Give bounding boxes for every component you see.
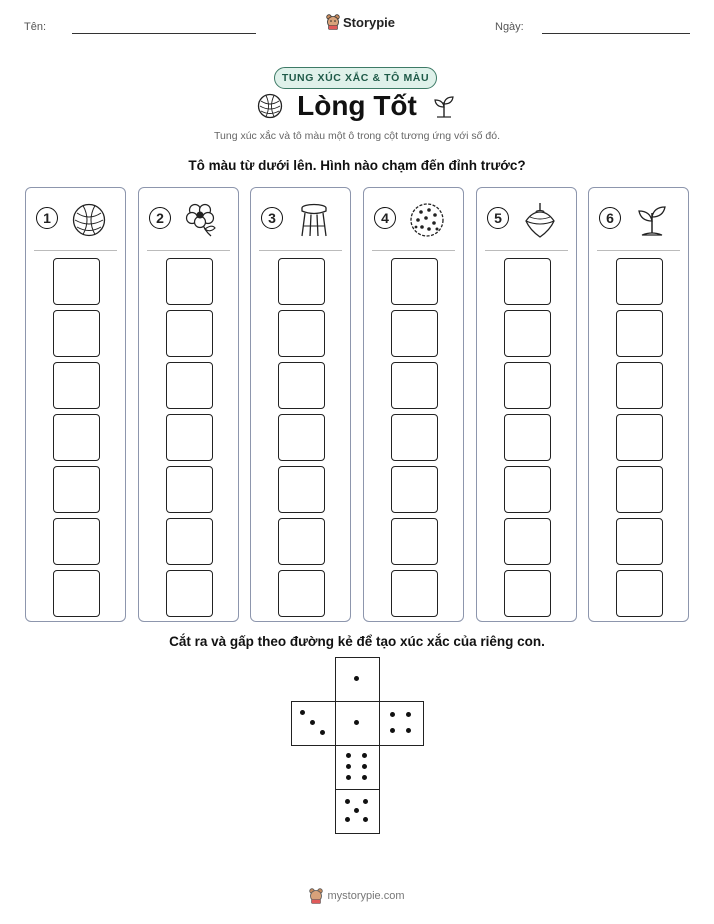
cookie-icon bbox=[409, 202, 445, 238]
sprout-icon bbox=[431, 93, 457, 119]
dice-face-1-center bbox=[335, 701, 380, 746]
color-box[interactable] bbox=[278, 258, 325, 305]
date-label: Ngày: bbox=[495, 21, 524, 33]
color-box[interactable] bbox=[391, 570, 438, 617]
color-box[interactable] bbox=[166, 466, 213, 513]
stool-icon bbox=[296, 202, 332, 238]
dice-pip bbox=[362, 775, 367, 780]
column-divider bbox=[34, 250, 117, 251]
dice-pip bbox=[354, 720, 359, 725]
dice-pip bbox=[363, 817, 368, 822]
column-number: 6 bbox=[599, 207, 621, 229]
dice-pip bbox=[354, 676, 359, 681]
dice-pip bbox=[320, 730, 325, 735]
color-box[interactable] bbox=[166, 570, 213, 617]
dice-face-3 bbox=[291, 701, 336, 746]
column-number: 4 bbox=[374, 207, 396, 229]
column-number: 5 bbox=[487, 207, 509, 229]
column-6 bbox=[588, 187, 689, 622]
column-1 bbox=[25, 187, 126, 622]
color-box[interactable] bbox=[166, 362, 213, 409]
activity-badge: TUNG XÚC XẮC & TÔ MÀU bbox=[274, 67, 437, 89]
column-number: 3 bbox=[261, 207, 283, 229]
color-box[interactable] bbox=[616, 570, 663, 617]
column-5 bbox=[476, 187, 577, 622]
dice-face-5 bbox=[335, 789, 380, 834]
flower-icon bbox=[184, 202, 220, 238]
color-box[interactable] bbox=[166, 414, 213, 461]
dice-face-6 bbox=[335, 745, 380, 790]
column-number: 1 bbox=[36, 207, 58, 229]
color-box[interactable] bbox=[616, 310, 663, 357]
column-divider bbox=[485, 250, 568, 251]
sprout-icon bbox=[634, 202, 670, 238]
color-box[interactable] bbox=[166, 258, 213, 305]
color-box[interactable] bbox=[278, 310, 325, 357]
title-text: Lòng Tốt bbox=[297, 90, 417, 121]
dice-pip bbox=[406, 728, 411, 733]
dice-pip bbox=[300, 710, 305, 715]
column-number: 2 bbox=[149, 207, 171, 229]
column-4 bbox=[363, 187, 464, 622]
color-box[interactable] bbox=[278, 570, 325, 617]
color-box[interactable] bbox=[504, 414, 551, 461]
color-box[interactable] bbox=[166, 310, 213, 357]
color-box[interactable] bbox=[504, 518, 551, 565]
color-box[interactable] bbox=[53, 466, 100, 513]
column-3 bbox=[250, 187, 351, 622]
color-box[interactable] bbox=[616, 518, 663, 565]
color-box[interactable] bbox=[616, 258, 663, 305]
dice-pip bbox=[390, 728, 395, 733]
color-box[interactable] bbox=[278, 414, 325, 461]
brand-logo bbox=[326, 14, 395, 30]
date-line bbox=[542, 33, 690, 34]
dice-pip bbox=[406, 712, 411, 717]
color-box[interactable] bbox=[53, 570, 100, 617]
color-box[interactable] bbox=[504, 258, 551, 305]
color-box[interactable] bbox=[53, 414, 100, 461]
color-box[interactable] bbox=[504, 466, 551, 513]
footer bbox=[0, 888, 714, 904]
name-label: Tên: bbox=[24, 21, 47, 33]
color-box[interactable] bbox=[278, 362, 325, 409]
column-divider bbox=[372, 250, 455, 251]
color-box[interactable] bbox=[616, 362, 663, 409]
dice-pip bbox=[346, 753, 351, 758]
dice-pip bbox=[346, 775, 351, 780]
dice-face-1 bbox=[335, 657, 380, 702]
color-box[interactable] bbox=[53, 258, 100, 305]
color-box[interactable] bbox=[278, 518, 325, 565]
race-instruction: Tô màu từ dưới lên. Hình nào chạm đến đỉnh trước? bbox=[188, 158, 526, 173]
dice-face-4 bbox=[379, 701, 424, 746]
page-title bbox=[0, 90, 714, 126]
dice-pip bbox=[345, 799, 350, 804]
color-box[interactable] bbox=[391, 414, 438, 461]
color-box[interactable] bbox=[616, 466, 663, 513]
color-box[interactable] bbox=[166, 518, 213, 565]
column-divider bbox=[597, 250, 680, 251]
column-2 bbox=[138, 187, 239, 622]
dice-pip bbox=[354, 808, 359, 813]
column-divider bbox=[147, 250, 230, 251]
color-box[interactable] bbox=[53, 518, 100, 565]
dice-pip bbox=[362, 764, 367, 769]
dice-pip bbox=[362, 753, 367, 758]
color-box[interactable] bbox=[278, 466, 325, 513]
column-divider bbox=[259, 250, 342, 251]
color-box[interactable] bbox=[53, 310, 100, 357]
color-box[interactable] bbox=[391, 258, 438, 305]
bear-icon bbox=[326, 14, 340, 30]
color-box[interactable] bbox=[504, 362, 551, 409]
page-subtitle: Tung xúc xắc và tô màu một ô trong cột tương ứng với số đó. bbox=[214, 130, 500, 142]
color-box[interactable] bbox=[391, 362, 438, 409]
dice-pip bbox=[310, 720, 315, 725]
color-box[interactable] bbox=[391, 466, 438, 513]
color-box[interactable] bbox=[616, 414, 663, 461]
dice-pip bbox=[390, 712, 395, 717]
dice-pip bbox=[346, 764, 351, 769]
yarn-ball-icon bbox=[257, 93, 283, 119]
footer-url: mystorypie.com bbox=[327, 890, 405, 902]
color-box[interactable] bbox=[53, 362, 100, 409]
color-box[interactable] bbox=[504, 310, 551, 357]
name-line bbox=[72, 33, 256, 34]
color-box[interactable] bbox=[391, 518, 438, 565]
dice-pip bbox=[345, 817, 350, 822]
cut-instruction: Cắt ra và gấp theo đường kẻ để tạo xúc xắc của riêng con. bbox=[169, 634, 545, 649]
yarn-ball-icon bbox=[71, 202, 107, 238]
brand-name: Storypie bbox=[343, 14, 396, 30]
color-box[interactable] bbox=[391, 310, 438, 357]
spinning-top-icon bbox=[522, 202, 558, 238]
color-box[interactable] bbox=[504, 570, 551, 617]
bear-icon bbox=[309, 888, 323, 904]
dice-pip bbox=[363, 799, 368, 804]
